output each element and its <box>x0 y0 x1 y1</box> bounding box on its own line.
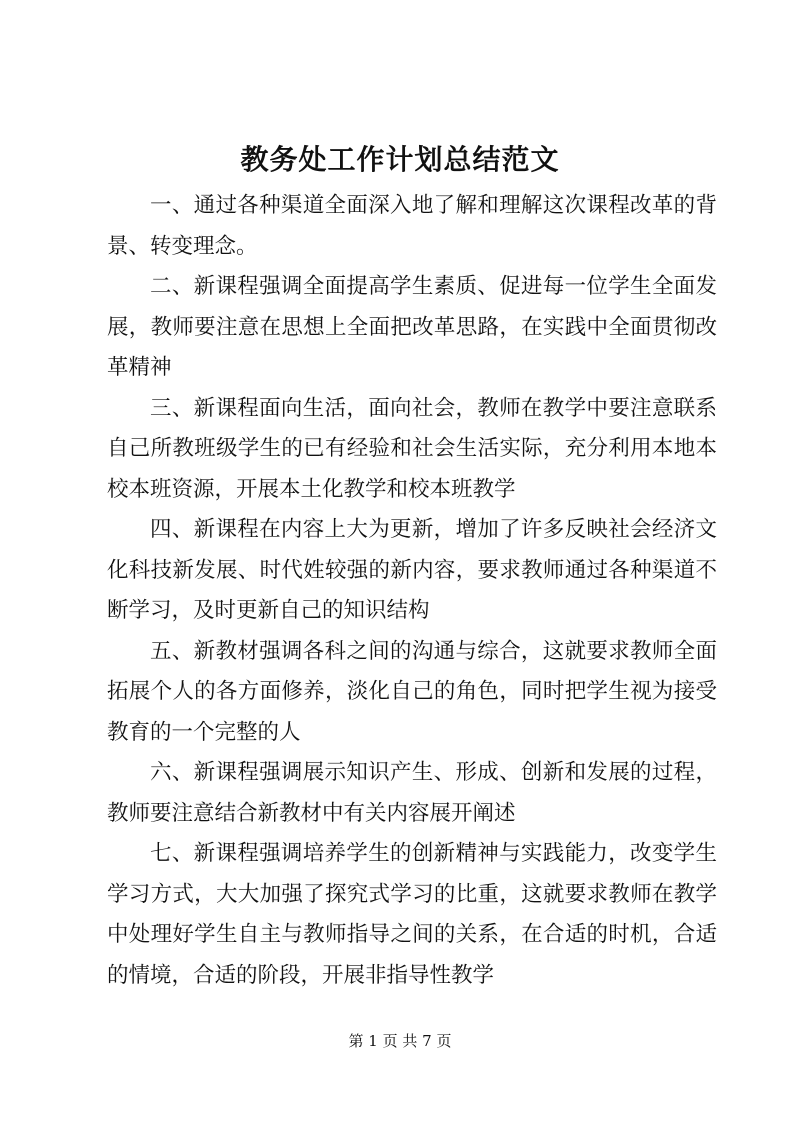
document-body <box>107 186 717 996</box>
document-title: 教务处工作计划总结范文 <box>240 143 560 176</box>
paragraph-3: 三、新课程面向生活，面向社会，教师在教学中要注意联系自己所教班级学生的已有经验和社会生活实际，充分利用本地本校本班资源，开展本土化教学和校本班教学 <box>107 395 717 502</box>
paragraph-7: 七、新课程强调培养学生的创新精神与实践能力，改变学生学习方式，大大加强了探究式学习的比重，这就要求教师在教学中处理好学生自主与教师指导之间的关系，在合适的时机，合适的情境，合适的阶段，开展非指导性教学 <box>107 841 717 988</box>
paragraph-1: 一、通过各种渠道全面深入地了解和理解这次课程改革的背景、转变理念。 <box>107 193 717 259</box>
paragraph-4: 四、新课程在内容上大为更新，增加了许多反映社会经济文化科技新发展、时代姓较强的新内容，要求教师通过各种渠道不断学习，及时更新自己的知识结构 <box>107 517 717 623</box>
paragraph-6: 六、新课程强调展示知识产生、形成、创新和发展的过程，教师要注意结合新教材中有关内容展开阐述 <box>107 760 717 826</box>
paragraph-2: 二、新课程强调全面提高学生素质、促进每一位学生全面发展，教师要注意在思想上全面把改革思路，在实践中全面贯彻改革精神 <box>107 274 717 380</box>
page-number-footer: 第 1 页 共 7 页 <box>348 1032 452 1050</box>
paragraph-5: 五、新教材强调各科之间的沟通与综合，这就要求教师全面拓展个人的各方面修养，淡化自己的角色，同时把学生视为接受教育的一个完整的人 <box>107 638 717 745</box>
